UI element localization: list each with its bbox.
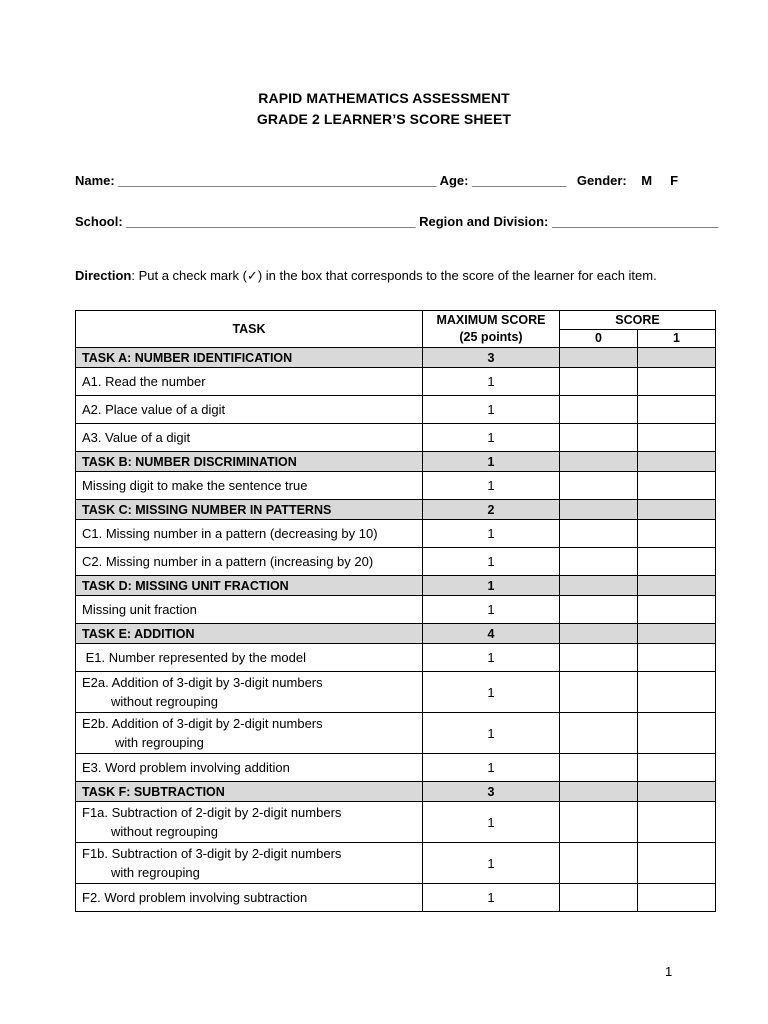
task-item-row [76,802,716,843]
score-checkbox-0[interactable] [560,802,638,843]
task-item-label [76,843,423,884]
score-checkbox-0[interactable] [560,672,638,713]
task-item-label: A3. Value of a digit [76,424,423,452]
score-checkbox-0[interactable] [560,843,638,884]
task-item-max-score: 1 [423,644,560,672]
score-checkbox-0[interactable] [560,713,638,754]
task-item-row [76,672,716,713]
task-item-line1: F1b. Subtraction of 3-digit by 2-digit numbers [82,846,342,861]
task-item-line1: E2b. Addition of 3-digit by 2-digit numbers [82,716,323,731]
score-cell-1 [638,782,716,802]
header-max-score-points: (25 points) [459,330,523,344]
task-section-title: TASK F: SUBTRACTION [76,782,423,802]
score-checkbox-1[interactable] [638,672,716,713]
score-cell-1 [638,348,716,368]
task-section-max-score: 1 [423,576,560,596]
document-title: RAPID MATHEMATICS ASSESSMENT [258,90,510,106]
score-table [75,310,716,912]
task-section-title: TASK A: NUMBER IDENTIFICATION [76,348,423,368]
score-checkbox-1[interactable] [638,548,716,576]
score-checkbox-1[interactable] [638,802,716,843]
task-item-label [76,672,423,713]
task-item-max-score: 1 [423,520,560,548]
score-checkbox-1[interactable] [638,424,716,452]
score-cell-0 [560,348,638,368]
task-section-max-score: 3 [423,782,560,802]
task-item-line1: E2a. Addition of 3-digit by 3-digit numbers [82,675,323,690]
task-item-label: A1. Read the number [76,368,423,396]
task-item-max-score: 1 [423,368,560,396]
score-checkbox-1[interactable] [638,520,716,548]
task-item-line2: with regrouping [115,735,204,750]
score-checkbox-1[interactable] [638,596,716,624]
task-item-label: F2. Word problem involving subtraction [76,884,423,912]
score-checkbox-1[interactable] [638,644,716,672]
task-item-row [76,548,716,576]
direction-label: Direction [75,268,132,283]
task-item-line2: with regrouping [111,865,200,880]
task-item-row [76,596,716,624]
task-item-row [76,754,716,782]
task-item-row [76,843,716,884]
score-cell-0 [560,782,638,802]
header-score: SCORE [560,311,716,330]
task-item-max-score: 1 [423,802,560,843]
page-number: 1 [665,964,673,979]
task-item-line1: F1a. Subtraction of 2-digit by 2-digit numbers [82,805,342,820]
task-section-max-score: 1 [423,452,560,472]
task-item-label: E1. Number represented by the model [76,644,423,672]
task-item-row [76,520,716,548]
score-checkbox-1[interactable] [638,754,716,782]
score-checkbox-0[interactable] [560,396,638,424]
score-checkbox-0[interactable] [560,548,638,576]
task-section-title: TASK C: MISSING NUMBER IN PATTERNS [76,500,423,520]
task-section-title: TASK E: ADDITION [76,624,423,644]
task-section-max-score: 2 [423,500,560,520]
score-checkbox-1[interactable] [638,396,716,424]
task-item-row [76,884,716,912]
name-age-gender-line: Name: ____________________________________________ Age: _____________ Gender: M F [75,173,679,188]
task-section-max-score: 4 [423,624,560,644]
header-task: TASK [76,311,423,348]
score-cell-0 [560,624,638,644]
task-item-row [76,644,716,672]
score-checkbox-1[interactable] [638,472,716,500]
score-checkbox-0[interactable] [560,596,638,624]
task-item-label: E3. Word problem involving addition [76,754,423,782]
score-checkbox-0[interactable] [560,520,638,548]
score-checkbox-0[interactable] [560,472,638,500]
task-item-max-score: 1 [423,472,560,500]
task-item-max-score: 1 [423,548,560,576]
task-item-max-score: 1 [423,843,560,884]
score-cell-0 [560,576,638,596]
task-item-max-score: 1 [423,596,560,624]
score-cell-1 [638,576,716,596]
task-item-row [76,368,716,396]
score-cell-0 [560,452,638,472]
task-item-label: Missing digit to make the sentence true [76,472,423,500]
task-section-row [76,624,716,644]
score-cell-1 [638,500,716,520]
task-item-row [76,396,716,424]
score-cell-1 [638,452,716,472]
score-checkbox-1[interactable] [638,884,716,912]
task-item-line2: without regrouping [111,694,218,709]
score-checkbox-0[interactable] [560,884,638,912]
task-item-max-score: 1 [423,884,560,912]
header-max-score-label: MAXIMUM SCORE [436,313,546,327]
task-section-row [76,576,716,596]
task-item-label: C2. Missing number in a pattern (increasing by 20) [76,548,423,576]
task-item-max-score: 1 [423,424,560,452]
task-item-row [76,713,716,754]
header-max-score [423,311,560,348]
task-item-label [76,802,423,843]
direction-body: : Put a check mark (✓) in the box that corresponds to the score of the learner for each item. [131,268,657,283]
score-checkbox-0[interactable] [560,644,638,672]
task-item-line2: without regrouping [111,824,218,839]
score-checkbox-1[interactable] [638,368,716,396]
task-item-label: C1. Missing number in a pattern (decreasing by 10) [76,520,423,548]
task-section-row [76,452,716,472]
header-score-1: 1 [638,330,716,348]
task-item-max-score: 1 [423,396,560,424]
document-subtitle: GRADE 2 LEARNER’S SCORE SHEET [256,111,512,127]
score-cell-1 [638,624,716,644]
task-item-max-score: 1 [423,754,560,782]
score-checkbox-1[interactable] [638,843,716,884]
task-section-row [76,348,716,368]
score-checkbox-0[interactable] [560,754,638,782]
task-section-max-score: 3 [423,348,560,368]
task-item-row [76,472,716,500]
direction-text [75,268,657,284]
score-checkbox-0[interactable] [560,424,638,452]
score-checkbox-1[interactable] [638,713,716,754]
task-item-label: Missing unit fraction [76,596,423,624]
task-item-row [76,424,716,452]
task-section-row [76,500,716,520]
school-region-line: School: ________________________________________ Region and Division: _______________________ [75,214,719,229]
task-item-label: A2. Place value of a digit [76,396,423,424]
score-checkbox-0[interactable] [560,368,638,396]
task-section-title: TASK B: NUMBER DISCRIMINATION [76,452,423,472]
task-section-title: TASK D: MISSING UNIT FRACTION [76,576,423,596]
header-score-0: 0 [560,330,638,348]
task-item-max-score: 1 [423,672,560,713]
score-cell-0 [560,500,638,520]
task-section-row [76,782,716,802]
task-item-label [76,713,423,754]
task-item-max-score: 1 [423,713,560,754]
